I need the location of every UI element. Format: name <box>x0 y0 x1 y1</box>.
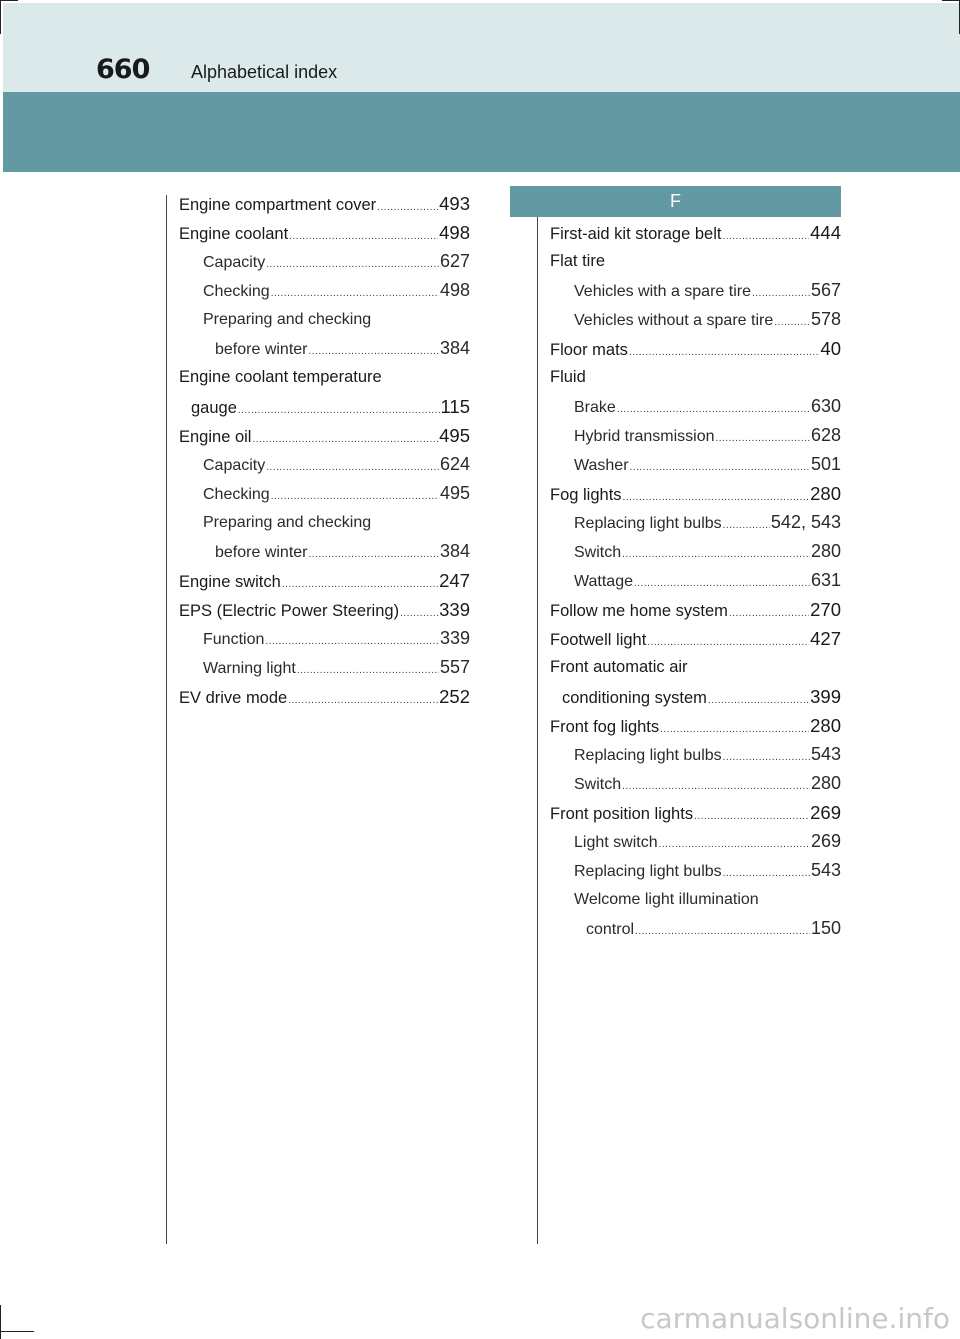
leader-dots <box>289 222 438 247</box>
leader-dots <box>723 859 810 885</box>
index-entry[interactable] <box>550 218 841 247</box>
leader-dots <box>271 482 439 508</box>
entry-page-number[interactable]: 399 <box>810 686 841 707</box>
crop-mark <box>0 1305 1 1339</box>
leader-dots <box>265 627 439 653</box>
entry-page-number[interactable]: 339 <box>439 628 470 648</box>
entry-label: Replacing light bulbs <box>574 863 722 880</box>
leader-dots <box>282 570 438 595</box>
index-entry[interactable] <box>179 305 470 334</box>
leader-dots <box>774 308 810 334</box>
index-entry[interactable] <box>550 885 841 914</box>
index-entry[interactable] <box>550 421 841 450</box>
entry-page-number[interactable]: 542, 543 <box>770 512 841 532</box>
entry-page-number[interactable]: 628 <box>810 425 841 445</box>
entry-label: Engine coolant <box>179 225 289 243</box>
entry-page-number[interactable]: 384 <box>439 541 470 561</box>
index-entry[interactable] <box>179 508 470 537</box>
leader-dots <box>723 511 770 537</box>
leader-dots <box>629 338 819 363</box>
entry-label: Front fog lights <box>550 718 660 736</box>
leader-dots <box>729 599 809 624</box>
entry-label: Engine coolant temperature <box>179 368 382 386</box>
entry-label: Welcome light illumination <box>574 891 759 908</box>
entry-label: before winter <box>215 341 308 358</box>
index-entry[interactable] <box>179 189 470 218</box>
crop-mark <box>942 0 960 1</box>
entry-label: Engine compartment cover <box>179 196 377 214</box>
entry-page-number[interactable]: 270 <box>810 599 841 620</box>
entry-label: Checking <box>203 283 270 300</box>
leader-dots <box>309 540 439 566</box>
index-entry[interactable] <box>550 856 841 885</box>
entry-label: Flat tire <box>550 252 606 270</box>
index-entry[interactable] <box>179 595 470 624</box>
entry-page-number[interactable]: 543 <box>810 860 841 880</box>
entry-page-number[interactable]: 630 <box>810 396 841 416</box>
index-entry[interactable] <box>179 363 470 392</box>
index-entry[interactable] <box>179 682 470 711</box>
index-entry[interactable] <box>179 392 470 421</box>
leader-dots <box>722 222 809 247</box>
entry-page-number[interactable]: 269 <box>810 831 841 851</box>
entry-page-number[interactable]: 280 <box>810 483 841 504</box>
entry-page-number[interactable]: 498 <box>439 222 470 243</box>
index-entry[interactable] <box>179 218 470 247</box>
index-entry[interactable] <box>550 276 841 305</box>
leader-dots <box>708 686 809 711</box>
entry-page-number[interactable]: 557 <box>439 657 470 677</box>
leader-dots <box>752 279 810 305</box>
index-entry[interactable] <box>550 798 841 827</box>
entry-label: Light switch <box>574 834 658 851</box>
watermark: carmanualsonline.info <box>640 1302 950 1335</box>
leader-dots <box>309 337 439 363</box>
entry-label: Front automatic air <box>550 658 688 676</box>
entry-page-number[interactable]: 339 <box>439 599 470 620</box>
index-entry[interactable] <box>550 334 841 363</box>
index-entry[interactable] <box>550 479 841 508</box>
index-entry[interactable] <box>550 363 841 392</box>
entry-page-number[interactable]: 40 <box>820 338 841 359</box>
index-entry[interactable] <box>550 247 841 276</box>
leader-dots <box>252 425 438 450</box>
entry-label: EPS (Electric Power Steering) <box>179 602 400 620</box>
leader-dots <box>635 917 810 943</box>
index-entry[interactable] <box>550 653 841 682</box>
entry-label: First-aid kit storage belt <box>550 225 722 243</box>
entry-label: before winter <box>215 544 308 561</box>
entry-label: Preparing and checking <box>203 311 372 328</box>
entry-page-number[interactable]: 150 <box>810 918 841 938</box>
entry-page-number[interactable]: 247 <box>439 570 470 591</box>
entry-label: Engine switch <box>179 573 281 591</box>
leader-dots <box>659 830 810 856</box>
index-entry[interactable] <box>179 479 470 508</box>
leader-dots <box>660 715 809 740</box>
entry-page-number[interactable]: 498 <box>439 280 470 300</box>
entry-label: EV drive mode <box>179 689 288 707</box>
leader-dots <box>271 279 439 305</box>
entry-label: Vehicles with a spare tire <box>574 283 751 300</box>
column-rule-right <box>537 215 538 1244</box>
entry-page-number[interactable]: 624 <box>439 454 470 474</box>
crop-mark <box>0 0 1 34</box>
leader-dots <box>622 540 810 566</box>
index-entry[interactable] <box>179 537 470 566</box>
header-band <box>3 92 960 172</box>
entry-label: conditioning system <box>562 689 707 707</box>
index-entry[interactable] <box>550 305 841 334</box>
index-entry[interactable] <box>550 450 841 479</box>
entry-page-number[interactable]: 269 <box>810 802 841 823</box>
index-entry[interactable] <box>550 711 841 740</box>
entry-page-number[interactable]: 280 <box>810 773 841 793</box>
leader-dots <box>715 424 809 450</box>
entry-label: Floor mats <box>550 341 628 359</box>
index-entry[interactable] <box>550 392 841 421</box>
entry-label: Footwell light <box>550 631 647 649</box>
entry-page-number[interactable]: 280 <box>810 715 841 736</box>
entry-label: control <box>586 921 635 938</box>
index-entry[interactable] <box>179 566 470 595</box>
entry-page-number[interactable]: 495 <box>439 483 470 503</box>
leader-dots <box>630 453 810 479</box>
leader-dots <box>288 686 438 711</box>
entry-page-number[interactable]: 252 <box>439 686 470 707</box>
index-entry[interactable] <box>179 247 470 276</box>
index-entry[interactable] <box>179 421 470 450</box>
leader-dots <box>694 802 809 827</box>
page-number: 660 <box>96 54 150 85</box>
entry-label: Switch <box>574 544 622 561</box>
entry-page-number[interactable]: 444 <box>810 222 841 243</box>
index-entry[interactable] <box>550 914 841 943</box>
entry-page-number[interactable]: 567 <box>810 280 841 300</box>
index-entry[interactable] <box>550 827 841 856</box>
entry-page-number[interactable]: 493 <box>439 193 470 214</box>
entry-label: gauge <box>191 399 237 417</box>
entry-page-number[interactable]: 543 <box>810 744 841 764</box>
index-entry[interactable] <box>550 537 841 566</box>
entry-label: Capacity <box>203 254 266 271</box>
entry-label: Switch <box>574 776 622 793</box>
leader-dots <box>723 743 810 769</box>
entry-label: Checking <box>203 486 270 503</box>
index-entry[interactable] <box>179 624 470 653</box>
section-header-f: F <box>510 186 841 217</box>
index-entry[interactable] <box>550 595 841 624</box>
entry-page-number[interactable]: 495 <box>439 425 470 446</box>
column-rule-left <box>166 195 167 1244</box>
entry-label: Washer <box>574 457 629 474</box>
leader-dots <box>617 395 810 421</box>
leader-dots <box>266 453 439 479</box>
entry-page-number[interactable]: 578 <box>810 309 841 329</box>
index-entry[interactable] <box>550 508 841 537</box>
entry-label: Preparing and checking <box>203 514 372 531</box>
entry-page-number[interactable]: 427 <box>810 628 841 649</box>
index-entry[interactable] <box>550 624 841 653</box>
index-entry[interactable] <box>550 566 841 595</box>
entry-label: Hybrid transmission <box>574 428 715 445</box>
entry-label: Brake <box>574 399 616 416</box>
index-entry[interactable] <box>179 334 470 363</box>
entry-label: Replacing light bulbs <box>574 515 722 532</box>
entry-page-number[interactable]: 627 <box>439 251 470 271</box>
entry-label: Function <box>203 631 265 648</box>
entry-page-number[interactable]: 501 <box>810 454 841 474</box>
index-entry[interactable] <box>550 740 841 769</box>
entry-label: Warning light <box>203 660 296 677</box>
leader-dots <box>266 250 439 276</box>
leader-dots <box>623 483 810 508</box>
index-entry[interactable] <box>550 769 841 798</box>
entry-label: Replacing light bulbs <box>574 747 722 764</box>
leader-dots <box>297 656 439 682</box>
entry-page-number[interactable]: 384 <box>439 338 470 358</box>
entry-label: Vehicles without a spare tire <box>574 312 774 329</box>
entry-label: Fluid <box>550 368 586 386</box>
entry-page-number[interactable]: 280 <box>810 541 841 561</box>
index-entry[interactable] <box>179 450 470 479</box>
index-column-left <box>179 189 470 711</box>
entry-label: Capacity <box>203 457 266 474</box>
leader-dots <box>400 599 438 624</box>
index-entry[interactable] <box>550 682 841 711</box>
leader-dots <box>238 396 440 421</box>
leader-dots <box>377 193 438 218</box>
crop-mark <box>0 0 18 1</box>
index-entry[interactable] <box>179 653 470 682</box>
entry-label: Fog lights <box>550 486 622 504</box>
entry-page-number[interactable]: 115 <box>440 396 470 417</box>
entry-page-number[interactable]: 631 <box>810 570 841 590</box>
page-title: Alphabetical index <box>191 62 338 82</box>
crop-mark <box>0 1331 34 1332</box>
leader-dots <box>622 772 810 798</box>
leader-dots <box>634 569 810 595</box>
entry-label: Engine oil <box>179 428 252 446</box>
entry-label: Front position lights <box>550 805 694 823</box>
leader-dots <box>647 628 809 653</box>
entry-label: Follow me home system <box>550 602 728 620</box>
index-column-right <box>550 218 841 943</box>
index-entry[interactable] <box>179 276 470 305</box>
entry-label: Wattage <box>574 573 633 590</box>
